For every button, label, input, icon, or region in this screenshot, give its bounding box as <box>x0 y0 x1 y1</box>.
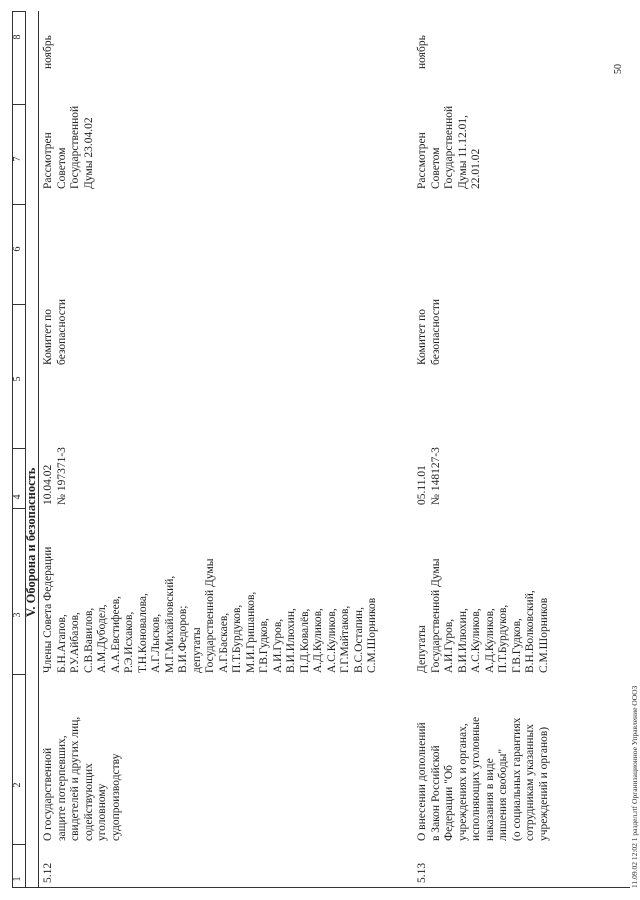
print-footer: 11.09.02 12:02 1 раздел.rtf Организационное Управление ООО3 <box>630 685 639 888</box>
section-title: V. Оборона и безопасность <box>24 467 38 617</box>
col-6-number: 6 <box>12 246 23 252</box>
row-5-13-number: 5.13 <box>416 862 428 883</box>
col-3-number: 3 <box>12 612 23 618</box>
section-heading <box>24 11 39 887</box>
col-2-number: 2 <box>12 782 23 788</box>
row-5-12-date: 10.04.02 № 197371-3 <box>42 447 68 505</box>
row-5-13-committee: Комитет по безопасности <box>416 298 442 365</box>
row-5-13-status: Рассмотрен Советом Государственной Думы 11.12.01, 22.01.02 <box>416 105 482 189</box>
row-5-12-month: ноябрь <box>42 35 54 69</box>
row-5-13-title: О внесении дополнений в Закон Российской Федерации "Об учреждениях и органах, исполняющих уголовные наказания в виде лишения свободы" (о социальных гарантиях сотрудникам указанных учреждений и органов) <box>416 716 550 841</box>
plan-table <box>12 11 630 888</box>
row-5-12-status: Рассмотрен Советом Государственной Думы 23.04.02 <box>42 105 95 189</box>
row-5-12-number: 5.12 <box>42 862 54 883</box>
row-5-12-title: О государственной защите потерпевших, свидетелей и других лиц, содействующих уголовному судопроизводству <box>42 716 122 841</box>
row-5-12-authors: Члены Совета Федерации Б.Н.Агапов, Р.У.Айбазов, С.В.Вавилов, А.М.Дубодел, А.А.Евстифеев, Р.Э.Исхаков, Т.Н.Коновалова, А.Г.Лысков, М.Г.Михайловский, В.И.Федоров; депутаты Государственной Думы А.Г.Баскаев, П.Т.Бурдуков, М.И.Гришанков, Г.В.Гудков, А.И.Гуров, В.И.Илюхин, П.Д.Ковалёв, А.Д.Куликов, А.С.Куликов, Г.Г.Майтаков, В.С.Остапин, С.М.Шорников <box>42 546 378 673</box>
page-number: 50 <box>613 64 624 74</box>
row-5-12-committee: Комитет по безопасности <box>42 298 68 365</box>
row-5-13-authors: Депутаты Государственной Думы А.И.Гуров, В.И.Илюхин, А.С.Куликов, А.Д.Куликов, П.Т.Бурдуков, Г.В.Гудков, В.Н.Волковский, С.М.Шорников <box>416 558 550 673</box>
col-7-number: 7 <box>12 156 23 162</box>
col-4-number: 4 <box>12 494 23 500</box>
row-5-13-month: ноябрь <box>416 35 428 69</box>
row-5-13-date: 05.11.01 № 148127-3 <box>416 447 442 505</box>
col-1-number: 1 <box>12 876 23 882</box>
col-8-number: 8 <box>12 34 23 40</box>
col-5-number: 5 <box>12 376 23 382</box>
